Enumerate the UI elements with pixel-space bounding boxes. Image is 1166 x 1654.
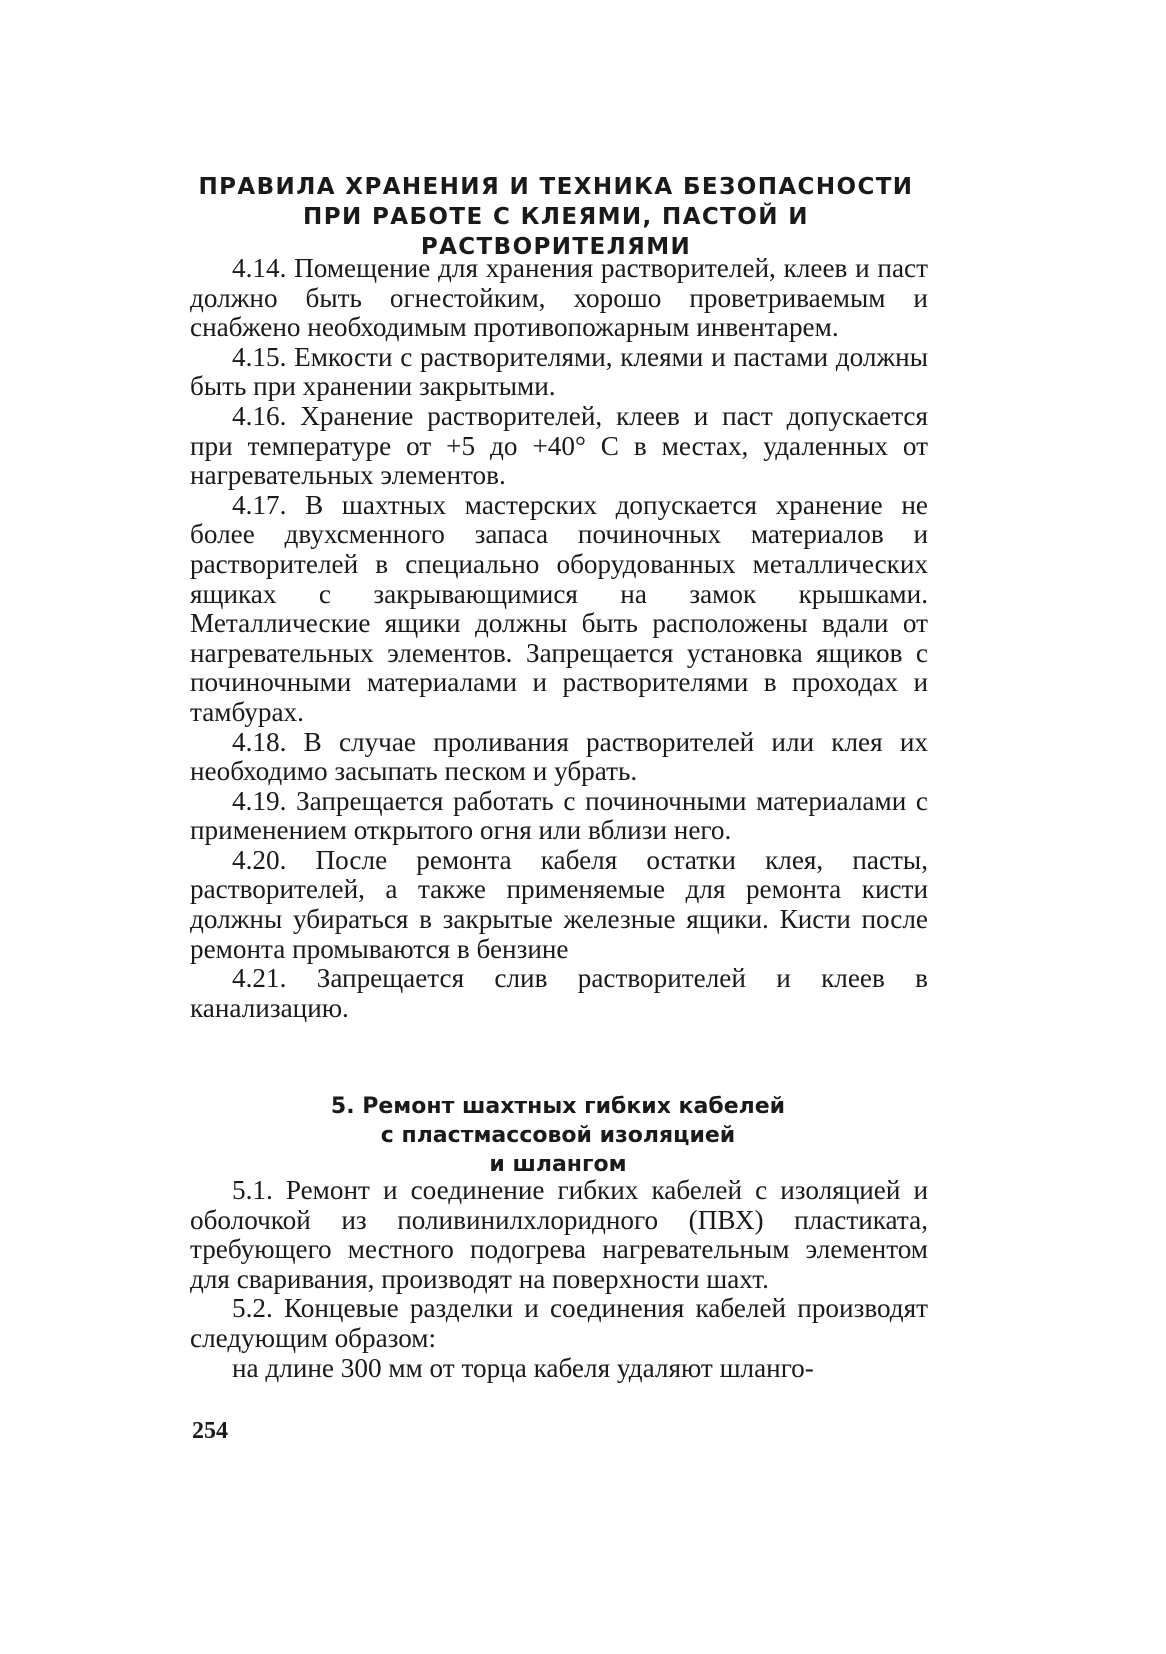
- safety-rules-body: [190, 254, 928, 1023]
- paragraph-5-1: 5.1. Ремонт и соединение гибких кабелей с изоляцией и оболочкой из поливинилхлоридного (ПВХ) пластиката, требующего местного подогрева нагревательным элементом для сваривания, производят на поверхности шахт.: [190, 1175, 928, 1294]
- rule-4-21: 4.21. Запрещается слив растворителей и клеев в канализацию.: [190, 963, 928, 1023]
- page-number: 254: [192, 1418, 228, 1444]
- section-heading-line-3: и шлангом: [489, 1152, 627, 1177]
- safety-rules-heading: [180, 172, 932, 262]
- paragraph-5-2: 5.2. Концевые разделки и соединения кабелей производят следующим образом:: [190, 1293, 928, 1353]
- rule-4-17: 4.17. В шахтных мастерских допускается хранение не более двухсменного запаса починочных материалов и растворителей в специально оборудованных металлических ящиках с закрывающимися на замок крышками. Металлические ящики должны быть расположены вдали от нагревательных элементов. Запрещается установка ящиков с починочными материалами и растворителями в проходах и тамбурах.: [190, 489, 928, 727]
- rule-4-19: 4.19. Запрещается работать с починочными материалами с применением открытого огня или вблизи него.: [190, 785, 928, 846]
- paragraph-continuation: на длине 300 мм от торца кабеля удаляют шланго-: [232, 1352, 814, 1383]
- rule-4-16: 4.16. Хранение растворителей, клеев и паст допускается при температуре от +5 до +40° С в местах, удаленных от нагревательных элементов.: [190, 400, 928, 491]
- rule-4-18: 4.18. В случае проливания растворителей или клея их необходимо засыпать песком и убрать.: [190, 726, 928, 787]
- section-5-heading: [296, 1092, 820, 1179]
- heading-line-2: ПРИ РАБОТЕ С КЛЕЯМИ, ПАСТОЙ И РАСТВОРИТЕЛЯМИ: [303, 204, 809, 260]
- rule-4-15: 4.15. Емкости с растворителями, клеями и пастами должны быть при хранении закрытыми.: [190, 341, 928, 402]
- heading-line-1: ПРАВИЛА ХРАНЕНИЯ И ТЕХНИКА БЕЗОПАСНОСТИ: [198, 174, 914, 200]
- section-heading-line-2: с пластмассовой изоляцией: [380, 1123, 736, 1148]
- section-heading-line-1: 5. Ремонт шахтных гибких кабелей: [330, 1094, 786, 1119]
- rule-4-20: 4.20. После ремонта кабеля остатки клея, пасты, растворителей, а также применяемые для ремонта кисти должны убираться в закрытые железные ящики. Кисти после ремонта промываются в бензине: [190, 844, 928, 964]
- rule-4-14: 4.14. Помещение для хранения растворителей, клеев и паст должно быть огнестойким, хорошо проветриваемым и снабжено необходимым противопожарным инвентарем.: [190, 253, 928, 343]
- section-5-body: [190, 1176, 928, 1383]
